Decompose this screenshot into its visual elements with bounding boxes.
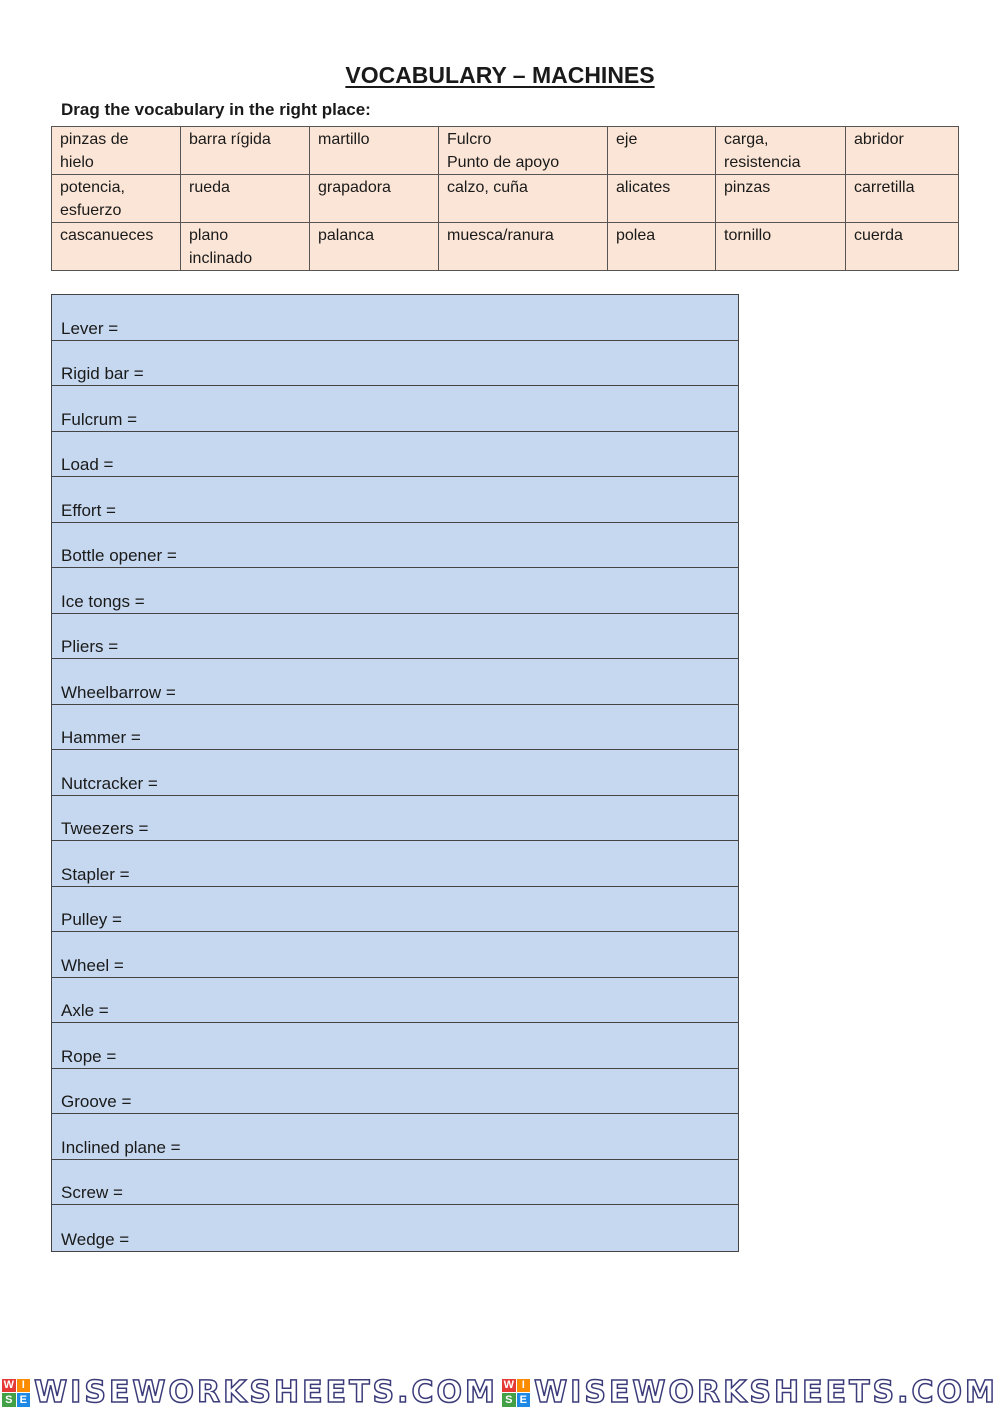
answer-label: Wheel = bbox=[61, 955, 124, 975]
answer-label: Ice tongs = bbox=[61, 591, 145, 611]
logo-letter: I bbox=[17, 1379, 31, 1393]
answer-drop-zone[interactable] bbox=[52, 568, 738, 614]
footer-watermark bbox=[0, 1372, 1000, 1413]
vocab-term[interactable]: plano inclinado bbox=[181, 223, 310, 271]
answer-label: Effort = bbox=[61, 500, 116, 520]
answer-label: Hammer = bbox=[61, 728, 141, 747]
brand-text: WISEWORKSHEETS.COM bbox=[34, 1375, 498, 1410]
answer-drop-zone[interactable] bbox=[52, 341, 738, 387]
vocab-term[interactable]: pinzas bbox=[716, 175, 846, 223]
answer-drop-zone[interactable] bbox=[52, 1069, 738, 1115]
vocab-term[interactable]: carretilla bbox=[846, 175, 959, 223]
answer-drop-zone[interactable] bbox=[52, 1205, 738, 1251]
vocab-term[interactable]: rueda bbox=[181, 175, 310, 223]
vocab-term[interactable]: cascanueces bbox=[52, 223, 181, 271]
vocab-term[interactable]: carga, resistencia bbox=[716, 127, 846, 175]
answer-list bbox=[51, 294, 739, 1252]
logo-letter: W bbox=[3, 1379, 15, 1392]
answer-label: Axle = bbox=[61, 1001, 109, 1020]
brand-logo-icon bbox=[2, 1379, 30, 1407]
answer-label: Wedge = bbox=[61, 1229, 130, 1249]
vocab-term[interactable]: eje bbox=[608, 127, 716, 175]
answer-label: Wheelbarrow = bbox=[61, 682, 176, 702]
answer-label: Rigid bar = bbox=[61, 364, 144, 383]
answer-drop-zone[interactable] bbox=[52, 796, 738, 842]
answer-drop-zone[interactable] bbox=[52, 1114, 738, 1160]
answer-label: Groove = bbox=[61, 1092, 132, 1111]
answer-drop-zone[interactable] bbox=[52, 386, 738, 432]
answer-drop-zone[interactable] bbox=[52, 887, 738, 933]
brand-watermark bbox=[502, 1375, 998, 1410]
answer-label: Tweezers = bbox=[61, 819, 149, 838]
vocab-term[interactable]: barra rígida bbox=[181, 127, 310, 175]
answer-label: Pliers = bbox=[61, 637, 119, 656]
answer-drop-zone[interactable] bbox=[52, 659, 738, 705]
vocab-row bbox=[52, 223, 959, 271]
vocab-term[interactable]: tornillo bbox=[716, 223, 846, 271]
brand-watermark bbox=[2, 1375, 498, 1410]
logo-letter: W bbox=[503, 1379, 515, 1392]
answer-drop-zone[interactable] bbox=[52, 705, 738, 751]
answer-label: Stapler = bbox=[61, 864, 130, 884]
brand-text: WISEWORKSHEETS.COM bbox=[534, 1375, 998, 1410]
instructions: Drag the vocabulary in the right place: bbox=[61, 100, 371, 119]
vocab-term[interactable]: abridor bbox=[846, 127, 959, 175]
answer-label: Bottle opener = bbox=[61, 546, 177, 565]
answer-label: Pulley = bbox=[61, 910, 122, 929]
vocab-term[interactable]: pinzas de hielo bbox=[52, 127, 181, 175]
vocab-term[interactable]: cuerda bbox=[846, 223, 959, 271]
answer-drop-zone[interactable] bbox=[52, 477, 738, 523]
vocab-term[interactable]: calzo, cuña bbox=[439, 175, 608, 223]
answer-drop-zone[interactable] bbox=[52, 614, 738, 660]
vocab-term[interactable]: martillo bbox=[310, 127, 439, 175]
vocab-row bbox=[52, 127, 959, 175]
answer-drop-zone[interactable] bbox=[52, 750, 738, 796]
logo-letter: E bbox=[517, 1393, 531, 1407]
vocab-term[interactable]: alicates bbox=[608, 175, 716, 223]
answer-label: Lever = bbox=[61, 318, 119, 338]
vocab-row bbox=[52, 175, 959, 223]
logo-letter: I bbox=[517, 1379, 531, 1393]
vocab-term[interactable]: polea bbox=[608, 223, 716, 271]
logo-letter: S bbox=[502, 1393, 516, 1407]
vocabulary-bank bbox=[51, 126, 959, 271]
answer-label: Load = bbox=[61, 455, 114, 474]
answer-drop-zone[interactable] bbox=[52, 978, 738, 1024]
answer-label: Fulcrum = bbox=[61, 409, 138, 429]
answer-drop-zone[interactable] bbox=[52, 523, 738, 569]
answer-label: Nutcracker = bbox=[61, 773, 158, 793]
answer-drop-zone[interactable] bbox=[52, 932, 738, 978]
answer-label: Rope = bbox=[61, 1046, 117, 1066]
vocab-term[interactable]: muesca/ranura bbox=[439, 223, 608, 271]
answer-drop-zone[interactable] bbox=[52, 1023, 738, 1069]
vocab-term[interactable]: grapadora bbox=[310, 175, 439, 223]
page-title: VOCABULARY – MACHINES bbox=[345, 62, 655, 88]
logo-letter: S bbox=[2, 1393, 16, 1407]
vocab-term[interactable]: potencia, esfuerzo bbox=[52, 175, 181, 223]
answer-drop-zone[interactable] bbox=[52, 841, 738, 887]
vocab-term[interactable]: palanca bbox=[310, 223, 439, 271]
vocab-term[interactable]: Fulcro Punto de apoyo bbox=[439, 127, 608, 175]
answer-label: Screw = bbox=[61, 1183, 123, 1202]
answer-drop-zone[interactable] bbox=[52, 1160, 738, 1206]
answer-drop-zone[interactable] bbox=[52, 432, 738, 478]
brand-logo-icon bbox=[502, 1379, 530, 1407]
logo-letter: E bbox=[17, 1393, 31, 1407]
answer-label: Inclined plane = bbox=[61, 1137, 181, 1157]
answer-drop-zone[interactable] bbox=[52, 295, 738, 341]
